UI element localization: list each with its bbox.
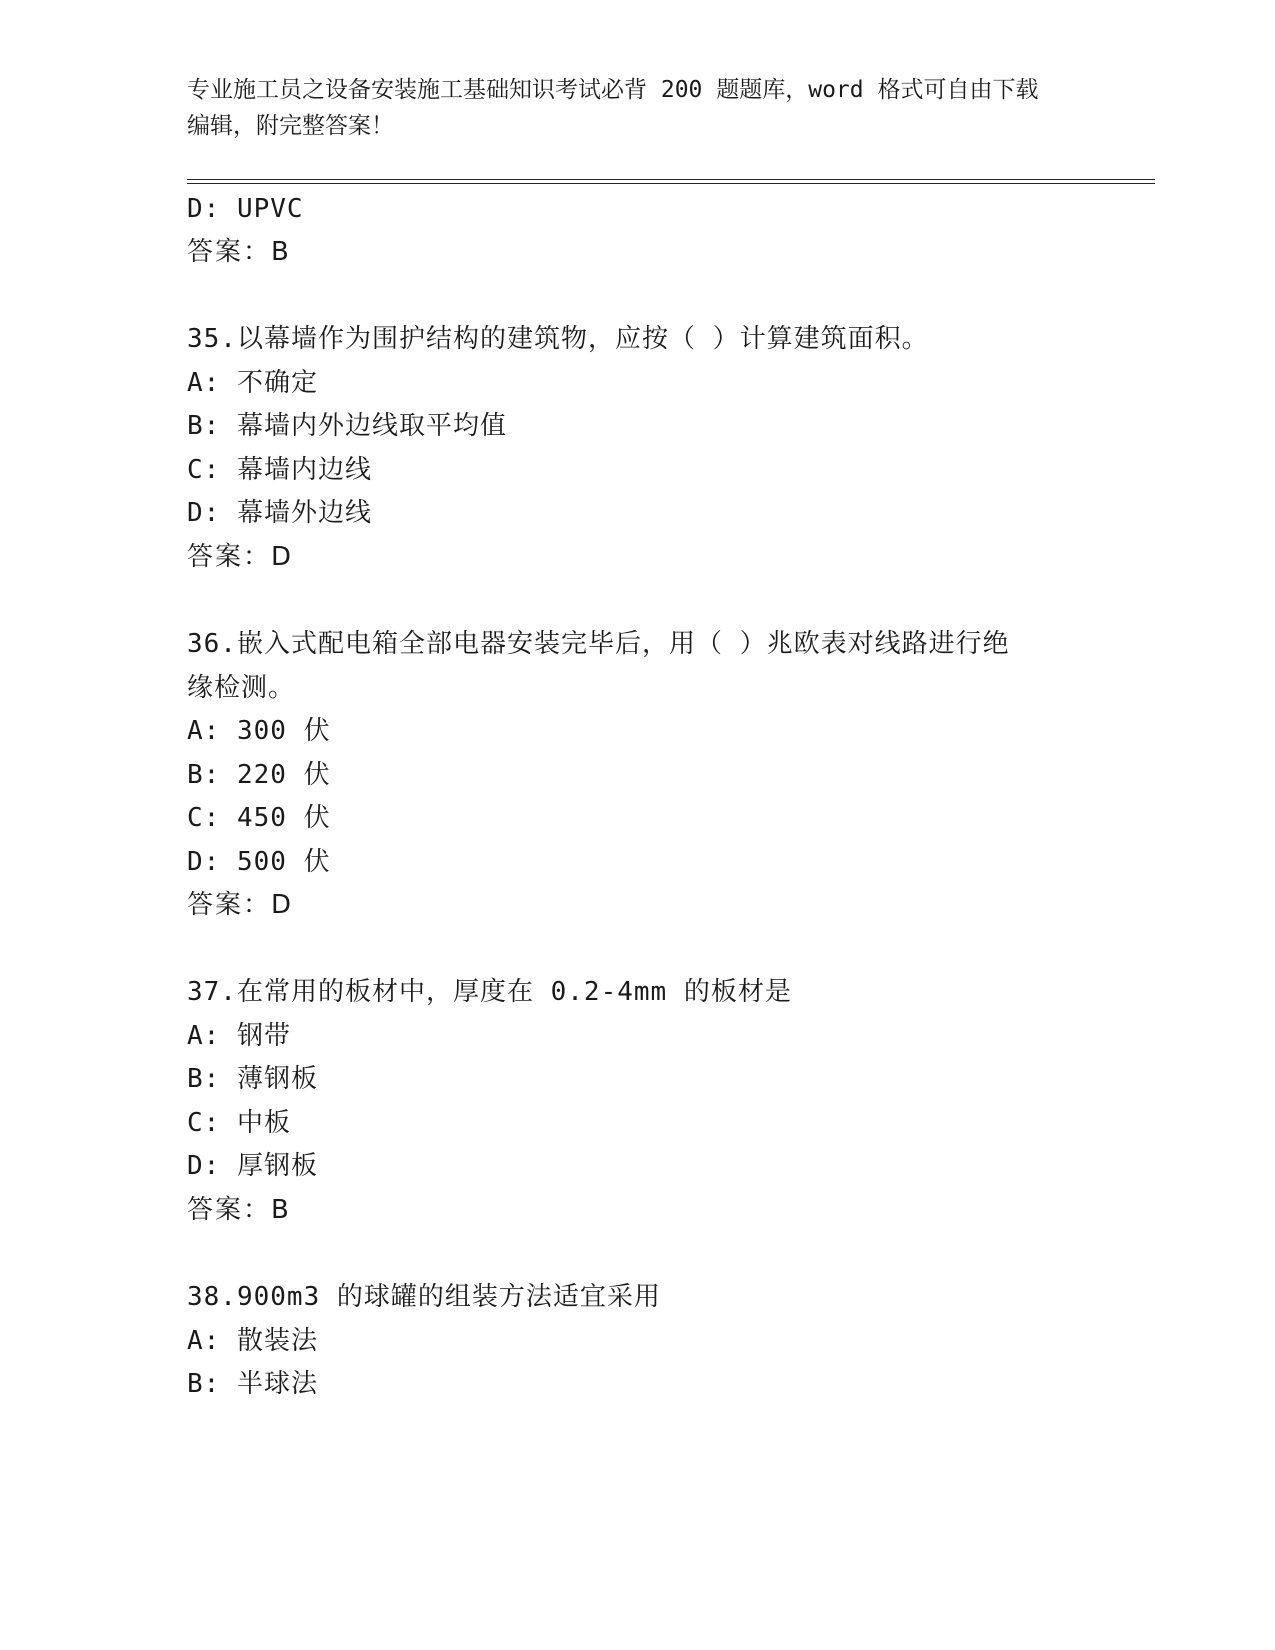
q37-option-d: D: 厚钢板 xyxy=(187,1151,318,1181)
q37-stem: 37.在常用的板材中，厚度在 0.2-4mm 的板材是 xyxy=(187,977,792,1007)
q36-option-a: A: 300 伏 xyxy=(187,716,331,746)
q35-answer: 答案：D xyxy=(187,542,294,572)
q38-option-b: B: 半球法 xyxy=(187,1369,318,1399)
q35-option-b: B: 幕墙内外边线取平均值 xyxy=(187,411,507,441)
q36-stem-line-1: 36.嵌入式配电箱全部电器安装完毕后，用（ ）兆欧表对线路进行绝 xyxy=(187,629,1010,659)
q38-option-a: A: 散装法 xyxy=(187,1326,318,1356)
q36-option-c: C: 450 伏 xyxy=(187,803,331,833)
q36-answer: 答案：D xyxy=(187,890,294,920)
header-line-1: 专业施工员之设备安装施工基础知识考试必背 200 题题库，word 格式可自由下载 xyxy=(187,77,1039,103)
prev-option-d: D: UPVC xyxy=(187,194,304,224)
q35-option-a: A: 不确定 xyxy=(187,368,318,398)
header-rule-top xyxy=(187,179,1155,180)
q35-option-d: D: 幕墙外边线 xyxy=(187,498,372,528)
q38-stem: 38.900m3 的球罐的组装方法适宜采用 xyxy=(187,1282,661,1312)
q37-option-a: A: 钢带 xyxy=(187,1021,291,1051)
q37-option-c: C: 中板 xyxy=(187,1108,291,1138)
document-header xyxy=(187,72,1087,144)
q36-stem-line-2: 缘检测。 xyxy=(187,673,296,703)
header-rule-bottom xyxy=(187,183,1155,184)
prev-answer: 答案：B xyxy=(187,237,291,267)
header-line-2: 编辑，附完整答案！ xyxy=(187,113,394,139)
q35-option-c: C: 幕墙内边线 xyxy=(187,455,372,485)
q36-option-b: B: 220 伏 xyxy=(187,760,331,790)
q37-answer: 答案：B xyxy=(187,1195,291,1225)
q35-stem: 35.以幕墙作为围护结构的建筑物，应按（ ）计算建筑面积。 xyxy=(187,324,929,354)
q37-option-b: B: 薄钢板 xyxy=(187,1064,318,1094)
q36-option-d: D: 500 伏 xyxy=(187,847,331,877)
